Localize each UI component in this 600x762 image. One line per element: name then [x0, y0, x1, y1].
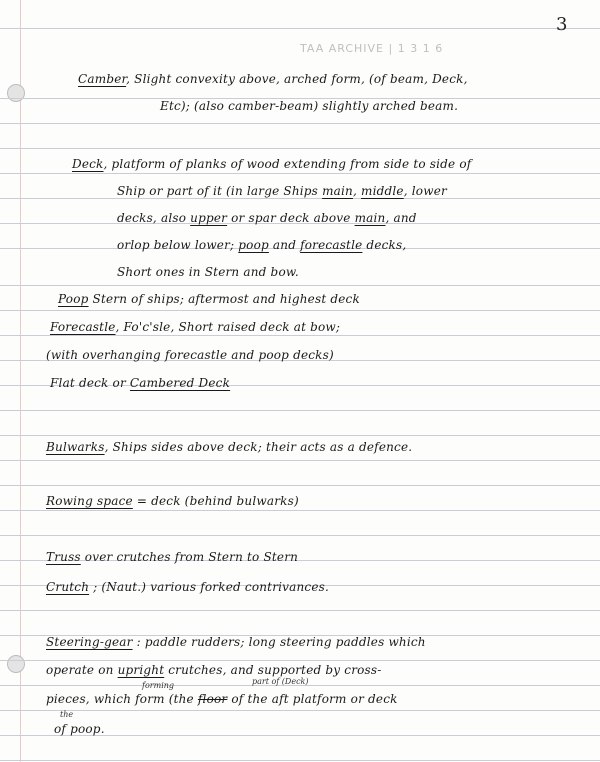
insertion-note-the: the	[60, 710, 74, 719]
entry-poop	[58, 292, 360, 306]
definition-text: = deck (behind bulwarks)	[132, 494, 299, 508]
entry-crutch	[46, 580, 329, 594]
punch-hole-top	[7, 84, 25, 102]
ruled-line	[0, 460, 600, 461]
term-main: main	[322, 184, 353, 198]
connector-text: or	[108, 376, 130, 390]
definition-text: of the aft platform or deck	[227, 692, 398, 706]
insertion-note-forming: forming	[142, 681, 175, 690]
entry-flat-deck	[50, 376, 230, 390]
term-main: main	[354, 211, 386, 225]
ruled-line	[0, 28, 600, 29]
ruled-line	[0, 335, 600, 336]
entry-camber-line-2: Etc); (also camber-beam) slightly arched beam.	[160, 99, 459, 113]
definition-text: and	[268, 238, 301, 252]
definition-text: , lower	[403, 184, 447, 198]
term-forecastle: forecastle	[300, 238, 363, 252]
ruled-line	[0, 760, 600, 761]
definition-text: ; (Naut.) various forked contrivances.	[89, 580, 330, 594]
ruled-line	[0, 435, 600, 436]
entry-steering-gear-line-2	[46, 663, 382, 677]
entry-deck-line-5: Short ones in Stern and bow.	[117, 265, 299, 279]
term-camber: Camber	[78, 72, 127, 86]
entry-deck-line-4	[117, 238, 406, 252]
definition-text: ,	[352, 184, 361, 198]
term-cambered-deck: Cambered Deck	[129, 376, 231, 390]
definition-text: Ship or part of it (in large Ships	[117, 184, 323, 198]
entry-forecastle	[50, 320, 340, 334]
ruled-line	[0, 148, 600, 149]
definition-text: , and	[385, 211, 417, 225]
entry-rowing-space	[46, 494, 299, 508]
term-deck: Deck	[72, 157, 104, 171]
entry-deck-line-1	[72, 157, 471, 171]
ruled-line	[0, 535, 600, 536]
definition-text: Stern of ships; aftermost and highest deck	[88, 292, 360, 306]
term-forecastle: Forecastle	[50, 320, 116, 334]
entry-deck-line-3	[117, 211, 417, 225]
entry-forecastle-note: (with overhanging forecastle and poop decks)	[46, 348, 334, 362]
term-flat-deck: Flat deck	[50, 376, 109, 390]
entry-steering-gear-line-3	[46, 692, 398, 706]
archive-stamp: TAA ARCHIVE | 1 3 1 6	[300, 42, 444, 55]
ruled-line	[0, 610, 600, 611]
entry-deck-line-2	[117, 184, 447, 198]
ruled-line	[0, 198, 600, 199]
definition-text: pieces, which form (the	[46, 692, 198, 706]
definition-text: , platform of planks of wood extending from side to side of	[103, 157, 472, 171]
definition-text: decks, also	[117, 211, 191, 225]
definition-text: decks,	[362, 238, 407, 252]
entry-camber-line-1	[78, 72, 468, 86]
ruled-line	[0, 123, 600, 124]
ruled-line	[0, 410, 600, 411]
ruled-line	[0, 710, 600, 711]
definition-text: operate on	[46, 663, 118, 677]
ruled-line	[0, 485, 600, 486]
term-crutch: Crutch	[46, 580, 90, 594]
entry-steering-gear-line-4: of poop.	[54, 722, 105, 736]
definition-text: orlop below lower;	[117, 238, 239, 252]
ruled-line	[0, 510, 600, 511]
struck-word: floor	[197, 692, 228, 706]
definition-text: , Ships sides above deck; their acts as a defence.	[104, 440, 413, 454]
definition-text: , Slight convexity above, arched form, (of beam, Deck,	[126, 72, 468, 86]
definition-text: over crutches from Stern to Stern	[80, 550, 299, 564]
term-middle: middle	[361, 184, 404, 198]
definition-text: crutches, and supported by cross-	[164, 663, 382, 677]
entry-steering-gear-line-1	[46, 635, 426, 649]
ruled-line	[0, 660, 600, 661]
definition-text: : paddle rudders; long steering paddles which	[132, 635, 426, 649]
term-steering-gear: Steering-gear	[46, 635, 133, 649]
definition-text: , Fo'c'sle, Short raised deck at bow;	[115, 320, 341, 334]
term-bulwarks: Bulwarks	[46, 440, 105, 454]
page-number: 3	[556, 14, 568, 35]
ruled-line	[0, 285, 600, 286]
punch-hole-bottom	[7, 655, 25, 673]
insertion-note-part-of-deck: part of (Deck)	[252, 677, 309, 686]
term-poop: poop	[238, 238, 269, 252]
entry-truss	[46, 550, 298, 564]
term-truss: Truss	[46, 550, 81, 564]
ruled-line	[0, 173, 600, 174]
term-poop: Poop	[58, 292, 89, 306]
definition-text: or spar deck above	[227, 211, 355, 225]
term-rowing-space: Rowing space	[46, 494, 133, 508]
term-upright: upright	[117, 663, 165, 677]
term-upper: upper	[190, 211, 228, 225]
margin-line	[20, 0, 21, 762]
ruled-line	[0, 310, 600, 311]
entry-bulwarks	[46, 440, 412, 454]
